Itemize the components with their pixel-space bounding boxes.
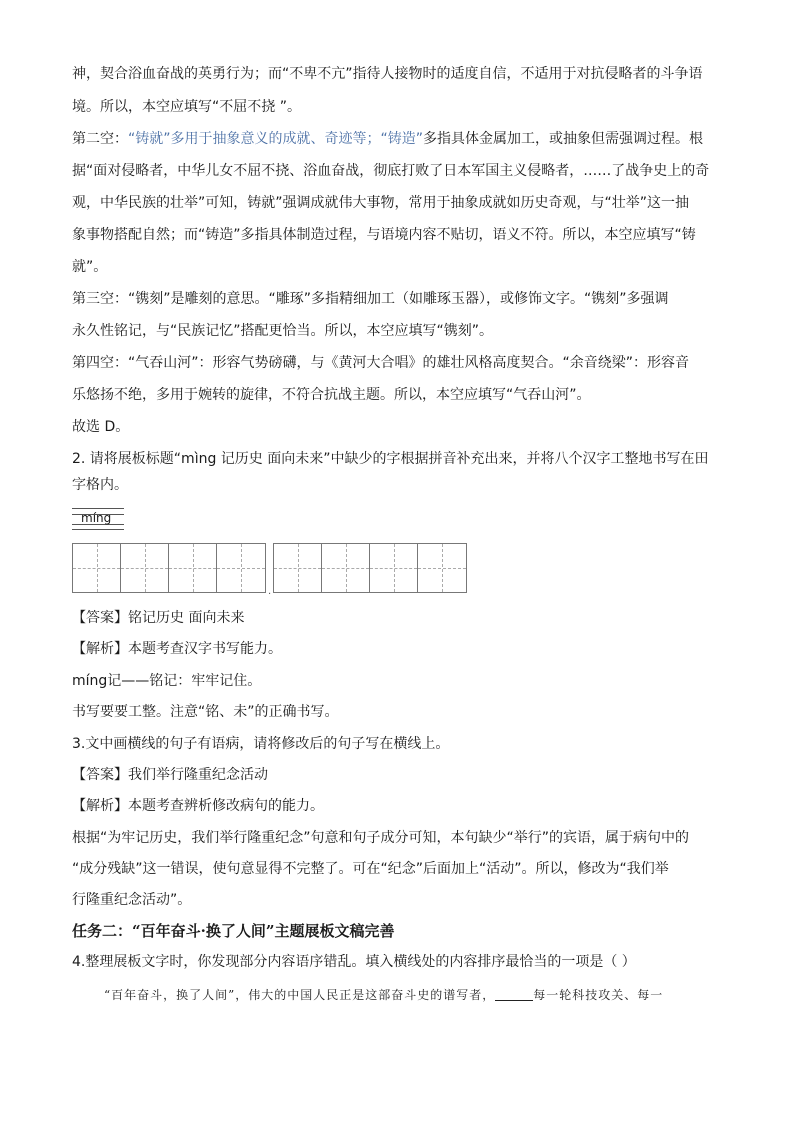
pinyin-staff xyxy=(72,508,124,530)
explanation-3-detail: 根据“为牢记历史，我们举行隆重纪念”句意和句子成分可知，本句缺少“举行”的宾语，属于病句中的 xyxy=(72,830,690,846)
question-4: 4.整理展板文字时，你发现部分内容语序错乱。填入横线处的内容排序最恰当的一项是（ ） xyxy=(72,954,636,970)
text-line: 据“面对侵略者，中华儿女不屈不挠、浴血奋战，彻底打败了日本军国主义侵略者，……了战争史上的奇 xyxy=(72,163,710,179)
grid-cell[interactable] xyxy=(217,544,265,592)
explanation-3: 【解析】本题考查辨析修改病句的能力。 xyxy=(72,798,324,814)
grid-cell[interactable] xyxy=(274,544,322,592)
text-line: 象事物搭配自然；而“铸造”多指具体制造过程，与语境内容不贴切，语义不符。所以，本空应填写“铸 xyxy=(72,227,696,243)
answer-blank xyxy=(495,986,533,1001)
passage-span: “百年奋斗，换了人间”，伟大的中国人民正是这部奋斗史的谱写者， xyxy=(104,988,496,1002)
text-line: 第三空：“镌刻”是雕刻的意思。“雕琢”多指精细加工（如雕琢玉器），或修饰文字。“镌刻”多强调 xyxy=(72,291,669,307)
text-line: 乐悠扬不绝，多用于婉转的旋律，不符合抗战主题。所以，本空应填写“气吞山河”。 xyxy=(72,387,591,403)
separator-dot: . xyxy=(268,586,272,597)
passage-span: 每一轮科技攻关、每一 xyxy=(533,988,664,1002)
text-line: 永久性铭记，与“民族记忆”搭配更恰当。所以，本空应填写“镌刻”。 xyxy=(72,323,494,339)
question-2: 2. 请将展板标题“mìng 记历史 面向未来”中缺少的字根据拼音补充出来，并将八个汉字工整地书写在田 xyxy=(72,451,709,467)
pinyin-text: míng xyxy=(81,511,112,525)
explanation-2-detail: míng记——铭记：牢牢记住。 xyxy=(72,673,262,689)
explanation-3-detail: 行隆重纪念活动”。 xyxy=(72,892,192,908)
explanation-2-note: 书写要要工整。注意“铭、未”的正确书写。 xyxy=(72,704,339,720)
text-line: 观，中华民族的壮举”可知，铸就”强调成就伟大事物，常用于抽象成就如历史奇观，与“壮举”这一抽 xyxy=(72,195,690,211)
text-line: 就”。 xyxy=(72,259,108,275)
grid-cell[interactable] xyxy=(322,544,370,592)
text-line: 第四空：“气吞山河”：形容气势磅礴，与《黄河大合唱》的雄壮风格高度契合。“余音绕梁”：形容音 xyxy=(72,355,690,371)
grid-cell[interactable] xyxy=(418,544,466,592)
grid-cell[interactable] xyxy=(121,544,169,592)
answer-3: 【答案】我们举行隆重纪念活动 xyxy=(72,767,268,783)
section-heading: 任务二：“百年奋斗·换了人间”主题展板文稿完善 xyxy=(72,922,395,940)
passage-text xyxy=(104,985,724,1005)
text-span: 多指具体金属加工，或抽象但需强调过程。根 xyxy=(423,131,704,147)
grid-cell[interactable] xyxy=(169,544,217,592)
blank-label: 第二空： xyxy=(72,131,128,147)
question-2-cont: 字格内。 xyxy=(72,477,128,493)
question-3: 3.文中画横线的句子有语病，请将修改后的句子写在横线上。 xyxy=(72,736,450,752)
explanation-3-detail: “成分残缺”这一错误，使句意显得不完整了。可在“纪念”后面加上“活动”。所以，修改为“我们举 xyxy=(72,861,669,877)
grid-cell[interactable] xyxy=(73,544,121,592)
text-line xyxy=(72,129,722,149)
writing-grid-right[interactable] xyxy=(273,543,467,593)
text-line: 神，契合浴血奋战的英勇行为；而“不卑不亢”指待人接物时的适度自信，不适用于对抗侵略者的斗争语 xyxy=(72,66,703,82)
text-line: 故选 D。 xyxy=(72,419,130,435)
writing-grid-left[interactable] xyxy=(72,543,266,593)
highlighted-text: “铸就”多用于抽象意义的成就、奇迹等；“铸造” xyxy=(128,131,424,147)
answer-2: 【答案】铭记历史 面向未来 xyxy=(72,610,245,626)
grid-cell[interactable] xyxy=(370,544,418,592)
text-line: 境。所以，本空应填写“不屈不挠 ”。 xyxy=(72,99,301,115)
explanation-2: 【解析】本题考查汉字书写能力。 xyxy=(72,641,282,657)
